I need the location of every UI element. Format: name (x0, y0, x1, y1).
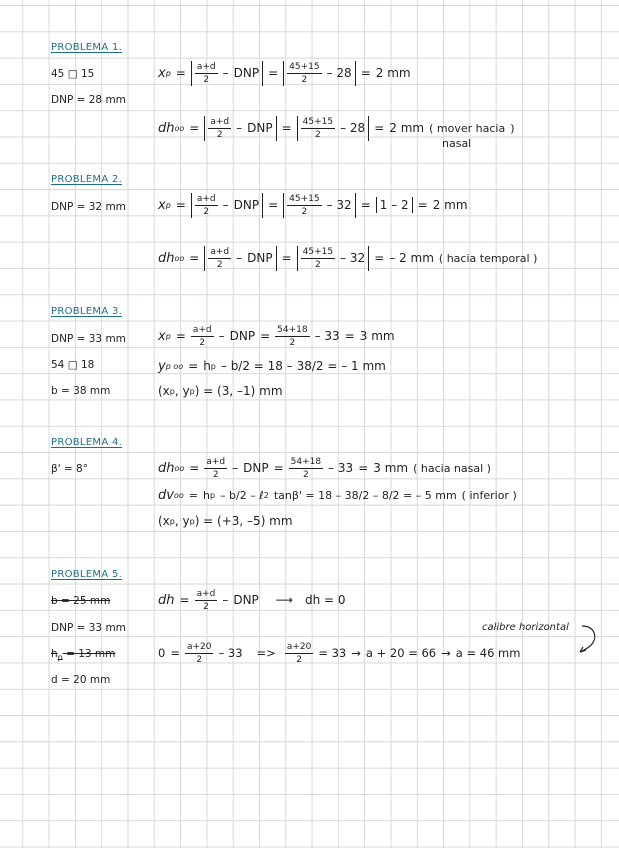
result: 3 mm (373, 461, 409, 475)
given-dnp: DNP = 33 mm (51, 333, 126, 345)
given-dnp: DNP = 28 mm (51, 94, 126, 106)
p3-yp-equation: y p oo = h p – b/2 = 18 – 38/2 = – 1 mm (158, 358, 386, 374)
fraction: $\frac{45+15}{2}$ (289, 61, 320, 85)
problem-4-title: PROBLEMA 4. (51, 437, 123, 448)
calibre-annotation: calibre horizontal (482, 622, 569, 633)
result: 2 mm (432, 198, 468, 212)
result: 2 mm (375, 66, 411, 80)
p4-coordinates: (x p , y p ) = (+3, –5) mm (158, 514, 293, 528)
given-pantoscopic-angle: β' = 8° (51, 463, 88, 475)
note-continuation: nasal (442, 137, 472, 150)
abs-2: $\frac{45+15}{2}$ – 28 (283, 61, 356, 86)
problem-2-title: PROBLEMA 2. (51, 174, 123, 185)
result: 3 mm (359, 329, 395, 343)
note: ( hacia temporal ) (438, 251, 538, 265)
result: 2 mm (389, 121, 425, 135)
p3-coordinates: (x p , y p ) = (3, –1) mm (158, 384, 283, 398)
abs-1: $\frac{a+d}{2}$ – DNP (191, 61, 263, 86)
p4-dh-equation: dh oo = $\frac{a+d}{2}$ – DNP = $\frac{54+18}{2}$ – 33 = 3 mm ( hacia nasal ) (158, 456, 491, 480)
result: – 2 mm (389, 251, 434, 265)
lhs: x p (158, 65, 171, 81)
given-d: d = 20 mm (51, 674, 111, 686)
result: tanβ' = 18 – 38/2 – 8/2 = – 5 mm (273, 488, 457, 502)
given-dnp: DNP = 33 mm (51, 622, 126, 634)
given-hp-crossed: $h_p = 13$ mm (51, 648, 116, 663)
p5-dh-equation: dh = $\frac{a+d}{2}$ – DNP ⟶ dh = 0 (158, 588, 346, 612)
given-b: b = 38 mm (51, 385, 111, 397)
curved-arrow-icon (574, 624, 604, 660)
given-boxing: 45 □ 15 (51, 68, 95, 80)
given-boxing: 54 □ 18 (51, 359, 95, 371)
p3-xp-equation: x p = $\frac{a+d}{2}$ – DNP = $\frac{54+18}{2}$ – 33 = 3 mm (158, 324, 395, 348)
result: a = 46 mm (455, 646, 521, 660)
lhs: dh oo (158, 120, 185, 136)
problem-3-title: PROBLEMA 3. (51, 306, 123, 317)
given-dnp: DNP = 32 mm (51, 201, 126, 213)
p2-xp-equation: x p = $\frac{a+d}{2}$ – DNP = $\frac{45+15}{2}$ – 32 = 1 – 2 = 2 mm (158, 193, 468, 217)
problem-1-title: PROBLEMA 1. (51, 42, 123, 53)
p4-dv-equation: dv oo = h p – b/2 – ℓ 2 tanβ' = 18 – 38/2 – 8/2 = – 5 mm ( inferior ) (158, 487, 517, 503)
p1-xp-equation: x p = $\frac{a+d}{2}$ – DNP = $\frac{45+15}{2}$ – 28 = 2 mm (158, 61, 411, 85)
note: ( mover hacia (429, 121, 506, 135)
p1-dh-equation: dh oo = $\frac{a+d}{2}$ – DNP = $\frac{45+15}{2}$ – 28 = 2 mm ( mover hacia ) (158, 116, 515, 140)
given-b-crossed: b = 25 mm (51, 595, 111, 607)
note: ( inferior ) (461, 488, 517, 502)
note: ( hacia nasal ) (413, 461, 491, 475)
problem-5-title: PROBLEMA 5. (51, 569, 123, 580)
p2-dh-equation: dh oo = $\frac{a+d}{2}$ – DNP = $\frac{45+15}{2}$ – 32 = – 2 mm ( hacia temporal ) (158, 246, 538, 270)
fraction: $\frac{a+d}{2}$ (196, 61, 216, 85)
result: – b/2 = 18 – 38/2 = – 1 mm (220, 359, 386, 373)
p5-solve-equation: 0 = $\frac{a+20}{2}$ – 33 => $\frac{a+20}{2}$ = 33 → a + 20 = 66 → a = 46 mm (158, 641, 521, 665)
